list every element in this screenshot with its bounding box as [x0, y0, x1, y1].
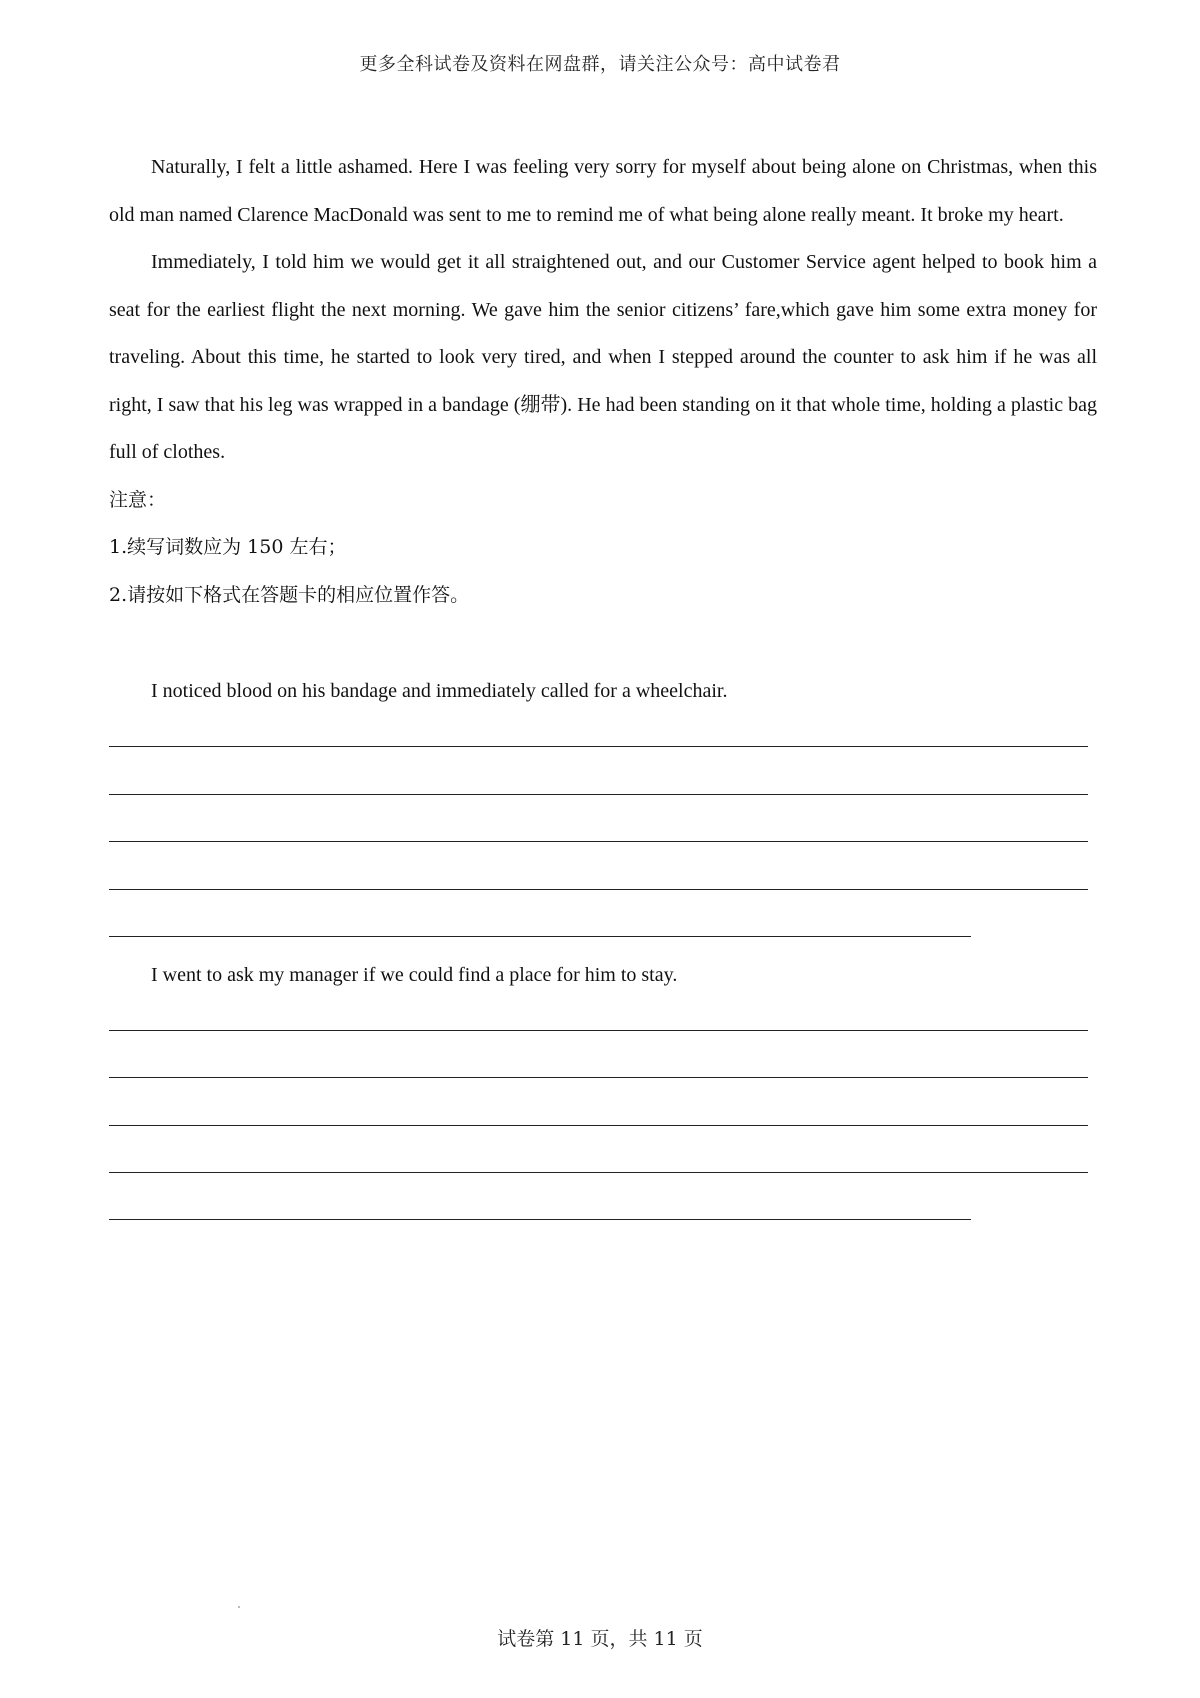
answer-line	[109, 794, 1088, 795]
page-footer: 试卷第 11 页，共 11 页	[497, 1628, 703, 1650]
answer-line	[109, 1077, 1088, 1078]
notes-title: 注意：	[109, 488, 167, 511]
answer-line	[109, 889, 1088, 890]
passage-paragraph-1: Naturally, I felt a little ashamed. Here I was feeling very sorry for myself about being alone on Christmas, when this old man named Clarence MacDonald was sent to me to remind me of what being alone really meant. It broke my heart.	[109, 156, 1097, 226]
passage	[109, 144, 1097, 619]
writing-prompt-1: I noticed blood on his bandage and immediately called for a wheelchair.	[151, 680, 728, 702]
page-header: 更多全科试卷及资料在网盘群，请关注公众号：高中试卷君	[359, 54, 841, 75]
scan-speck	[238, 1606, 240, 1608]
passage-paragraph-2: Immediately, I told him we would get it all straightened out, and our Customer Service agent helped to book him a seat for the earliest flight the next morning. We gave him the senior citizens’ fare,which gave him some extra money for traveling. About this time, he started to look very tired, and when I stepped around the counter to ask him if he was all right, I saw that his leg was wrapped in a bandage (绷带). He had been standing on it that whole time, holding a plastic bag full of clothes.	[109, 251, 1097, 463]
answer-line	[109, 841, 1088, 842]
answer-line	[109, 1219, 971, 1220]
notes-item-1: 1.续写词数应为 150 左右；	[109, 536, 347, 558]
answer-line	[109, 1172, 1088, 1173]
notes-item-2: 2.请按如下格式在答题卡的相应位置作答。	[109, 583, 470, 606]
answer-line	[109, 1030, 1088, 1031]
writing-prompt-2: I went to ask my manager if we could find a place for him to stay.	[151, 964, 678, 986]
answer-line	[109, 746, 1088, 747]
answer-line	[109, 1125, 1088, 1126]
answer-line	[109, 936, 971, 937]
